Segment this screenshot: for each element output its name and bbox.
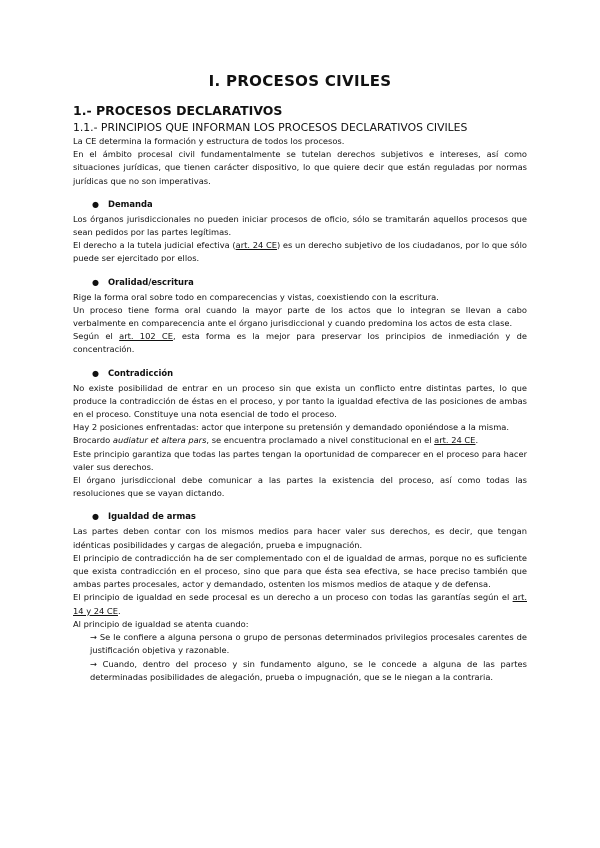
paragraph xyxy=(73,434,527,447)
document-body xyxy=(73,102,527,684)
text-run: Según el xyxy=(73,331,120,342)
text-run: ) es un derecho subjetivo de los ciudadanos, por lo que sólo puede ser ejercitado por ellos. xyxy=(73,240,527,264)
document-title: I. PROCESOS CIVILES xyxy=(208,72,392,90)
arrow-item: → Cuando, dentro del proceso y sin fundamento alguno, se le concede a alguna de las partes determinadas posibilidades de alegación, prueba o impugnación, que se le niegan a la contraria. xyxy=(90,658,527,682)
paragraph: Este principio garantiza que todas las partes tengan la oportunidad de comparecer en el proceso para hacer valer sus derechos. xyxy=(73,448,527,472)
paragraph xyxy=(73,330,527,356)
text-run: , esta forma es la mejor para preservar los principios de inmediación y de concentración. xyxy=(73,331,527,355)
article-reference-link[interactable]: art. 14 y 24 CE xyxy=(73,592,527,616)
bullet-title: Oralidad/escritura xyxy=(108,276,194,287)
bullet-icon: ● xyxy=(92,199,99,209)
paragraph: No existe posibilidad de entrar en un proceso sin que exista un conflicto entre distintas partes, lo que produce la contradicción de éstas en el proceso, y por tanto la igualdad efectiva de las posiciones de ambas en el proceso. Constituye una nota esencial de todo el proceso. xyxy=(73,382,527,420)
section-subheading: 1.1.- PRINCIPIOS QUE INFORMAN LOS PROCESOS DECLARATIVOS CIVILES xyxy=(73,121,468,134)
bullet-heading-igualdad xyxy=(92,509,527,524)
paragraph xyxy=(73,239,527,265)
paragraph: Hay 2 posiciones enfrentadas: actor que interpone su pretensión y demandado oponiéndose a la misma. xyxy=(73,422,510,433)
bullet-title: Contradicción xyxy=(108,367,174,378)
bullet-icon: ● xyxy=(92,368,99,378)
paragraph: Los órganos jurisdiccionales no pueden iniciar procesos de oficio, sólo se tramitarán aquellos procesos que sean pedidos por las partes legítimas. xyxy=(73,213,527,238)
paragraph: Rige la forma oral sobre todo en comparecencias y vistas, coexistiendo con la escritura. xyxy=(73,291,439,302)
text-run: . xyxy=(117,605,121,616)
bullet-title: Igualdad de armas xyxy=(108,511,196,522)
bullet-icon: ● xyxy=(92,512,99,522)
article-reference-link[interactable]: art. 24 CE xyxy=(434,435,476,446)
latin-phrase: audiatur et altera pars xyxy=(112,435,207,446)
arrow-item: → Se le confiere a alguna persona o grupo de personas determinados privilegios procesales carentes de justificación objetiva y razonable. xyxy=(90,632,527,656)
intro-paragraph: En el ámbito procesal civil fundamentalmente se tutelan derechos subjetivos e intereses, así como situaciones jurídicas, que tienen carácter dispositivo, lo que quiere decir que están reguladas por normas jurídicas que no son imperativas. xyxy=(73,149,527,186)
paragraph: El principio de contradicción ha de ser complementado con el de igualdad de armas, porque no es suficiente que exista contradicción en el proceso, sino que para que ésta sea efectiva, se hace preciso también que ambas partes procesales, actor y demandado, ostenten los mismos medios de ataque y de defensa. xyxy=(73,552,527,590)
article-reference-link[interactable]: art. 102 CE xyxy=(119,331,173,342)
bullet-heading-oralidad xyxy=(92,275,527,290)
bullet-heading-demanda xyxy=(92,197,527,212)
paragraph: Al principio de igualdad se atenta cuando: xyxy=(73,618,249,629)
paragraph: Un proceso tiene forma oral cuando la mayor parte de los actos que lo integran se llevan a cabo verbalmente en comparecencia ante el órgano jurisdiccional y cuando predomina los actos de esta clase. xyxy=(73,304,527,329)
paragraph: El órgano jurisdiccional debe comunicar a las partes la existencia del proceso, así como todas las resoluciones que se vayan dictando. xyxy=(73,475,527,499)
paragraph: Las partes deben contar con los mismos medios para hacer valer sus derechos, es decir, que tengan idénticas posibilidades y cargas de alegación, prueba e impugnación. xyxy=(73,526,527,550)
bullet-title: Demanda xyxy=(108,198,153,209)
text-run: . xyxy=(475,435,479,446)
intro-paragraph: La CE determina la formación y estructura de todos los procesos. xyxy=(73,136,345,146)
bullet-heading-contradiccion xyxy=(92,366,527,381)
text-run: Brocardo xyxy=(73,435,113,446)
text-run: El derecho a la tutela judicial efectiva ( xyxy=(73,240,236,251)
bullet-icon: ● xyxy=(92,277,99,287)
text-run: , se encuentra proclamado a nivel constitucional en el xyxy=(206,435,435,446)
section-heading: 1.- PROCESOS DECLARATIVOS xyxy=(73,103,283,118)
paragraph xyxy=(73,591,527,617)
article-reference-link[interactable]: art. 24 CE xyxy=(235,240,277,251)
text-run: El principio de igualdad en sede procesal es un derecho a un proceso con todas las garantías según el xyxy=(73,592,513,603)
